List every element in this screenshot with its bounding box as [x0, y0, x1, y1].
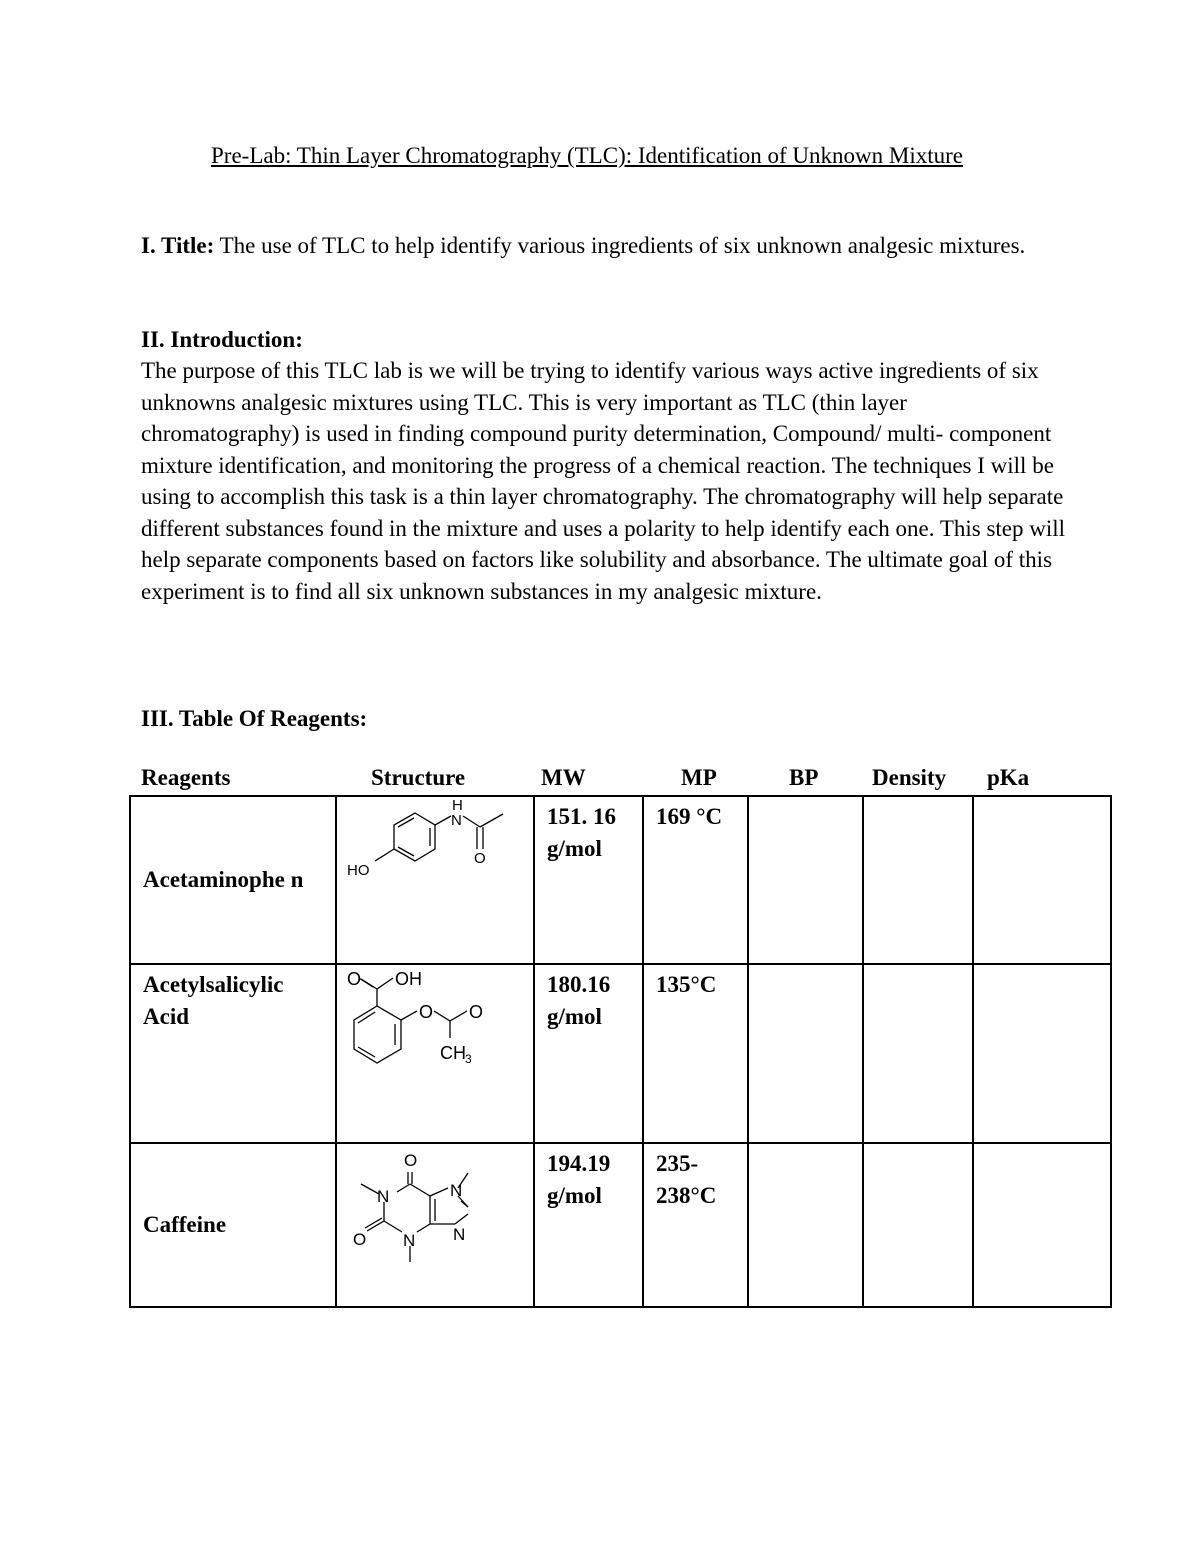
- title-text: The use of TLC to help identify various ingredients of six unknown analgesic mixtures.: [214, 233, 1026, 258]
- atom-label: O: [469, 1002, 484, 1022]
- bp-value: [748, 964, 863, 1143]
- table-row: [130, 964, 1111, 1143]
- pka-value: [973, 1143, 1111, 1307]
- title-label: I. Title:: [141, 233, 215, 258]
- table-row: [130, 796, 1111, 964]
- header-reagents: Reagents: [141, 765, 231, 790]
- atom-label: 3: [465, 1052, 472, 1066]
- mw-value: 180.16 g/mol: [534, 964, 643, 1143]
- reagents-heading: III. Table Of Reagents:: [141, 706, 368, 731]
- structure-acetaminophen: [336, 796, 534, 964]
- introduction-body: The purpose of this TLC lab is we will be trying to identify various ways active ingredients of six unknowns analgesic mixtures using TLC. This is very important as TLC (thin layer chromatography) is used in finding compound purity determination, Compound/ multi- component mixture identification, and monitoring the progress of a chemical reaction. The techniques I will be using to accomplish this task is a thin layer chromatography. The chromatography will help separate different substances found in the mixture and uses a polarity to help identify each one. This step will help separate components based on factors like solubility and absorbance. The ultimate goal of this experiment is to find all six unknown substances in my analgesic mixture.: [141, 358, 1066, 604]
- caffeine-structure-diagram: [337, 1144, 533, 1306]
- atom-label: O: [353, 1230, 367, 1249]
- atom-label: OH: [395, 969, 422, 989]
- pka-value: [973, 964, 1111, 1143]
- mw-value: 151. 16 g/mol: [534, 796, 643, 964]
- reagent-name: Caffeine: [130, 1143, 336, 1307]
- atom-label: O: [474, 850, 486, 867]
- table-row: [130, 1143, 1111, 1307]
- introduction-heading: II. Introduction:: [141, 327, 303, 352]
- atom-label: H: [452, 797, 463, 814]
- header-structure: Structure: [371, 765, 466, 790]
- atom-label: N: [450, 1181, 463, 1200]
- document-title: Pre-Lab: Thin Layer Chromatography (TLC): Identification of Unknown Mixture: [211, 143, 963, 168]
- acetylsalicylic-acid-structure-diagram: [337, 965, 533, 1142]
- atom-label: N: [377, 1187, 390, 1206]
- density-value: [863, 1143, 973, 1307]
- atom-label: CH: [440, 1043, 466, 1063]
- mp-value: 235- 238°C: [643, 1143, 748, 1307]
- title-section: [141, 230, 1071, 262]
- header-bp: BP: [789, 765, 819, 790]
- bp-value: [748, 1143, 863, 1307]
- density-value: [863, 796, 973, 964]
- pka-value: [973, 796, 1111, 964]
- header-mp: MP: [681, 765, 717, 790]
- reagent-name: Acetaminophe n: [130, 796, 336, 964]
- header-mw: MW: [541, 765, 586, 790]
- atom-label: O: [419, 1002, 434, 1022]
- structure-acetylsalicylic-acid: [336, 964, 534, 1143]
- bp-value: [748, 796, 863, 964]
- mp-value: 135°C: [643, 964, 748, 1143]
- header-pka: pKa: [987, 765, 1030, 790]
- atom-label: N: [451, 812, 462, 829]
- density-value: [863, 964, 973, 1143]
- atom-label: HO: [347, 862, 370, 879]
- atom-label: N: [403, 1231, 416, 1250]
- atom-label: N: [453, 1225, 466, 1244]
- reagents-table: [129, 795, 1112, 1308]
- structure-caffeine: [336, 1143, 534, 1307]
- mw-value: 194.19 g/mol: [534, 1143, 643, 1307]
- acetaminophen-structure-diagram: [337, 797, 533, 963]
- reagent-name: Acetylsalicylic Acid: [130, 964, 336, 1143]
- atom-label: O: [404, 1151, 418, 1170]
- mp-value: 169 °C: [643, 796, 748, 964]
- header-density: Density: [872, 765, 947, 790]
- atom-label: O: [347, 969, 362, 989]
